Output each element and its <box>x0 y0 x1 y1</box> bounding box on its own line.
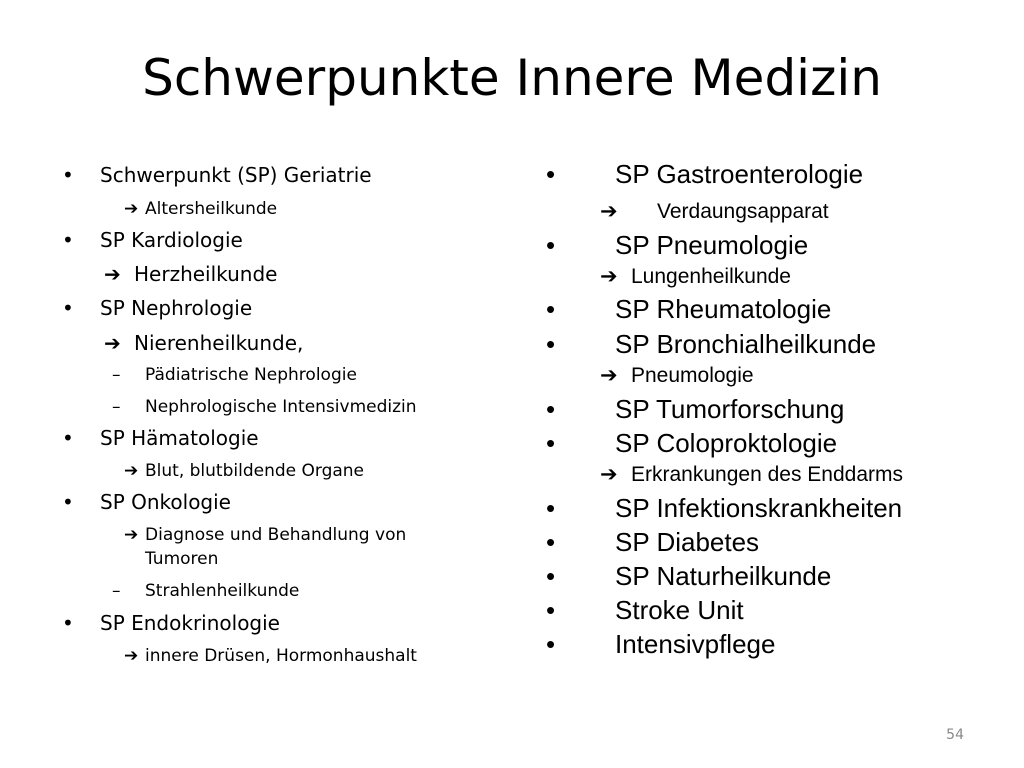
list-subitem: Blut, blutbildende Organe <box>145 461 365 481</box>
bullet-icon: • <box>62 228 74 252</box>
arrow-icon: ➔ <box>124 525 139 545</box>
arrow-icon: ➔ <box>104 331 121 355</box>
list-subitem: Herzheilkunde <box>134 262 278 286</box>
bullet-icon: • <box>546 527 556 557</box>
bullet-icon: • <box>546 230 556 260</box>
slide-title: Schwerpunkte Innere Medizin <box>142 49 882 107</box>
list-subitem: Diagnose und Behandlung von <box>145 525 407 545</box>
list-item: SP Kardiologie <box>100 228 243 252</box>
list-item: Stroke Unit <box>615 595 744 625</box>
list-item: SP Bronchialheilkunde <box>615 329 877 359</box>
list-item: SP Gastroenterologie <box>615 159 864 189</box>
arrow-icon: ➔ <box>124 646 139 666</box>
dash-icon: – <box>112 581 121 601</box>
list-item: Intensivpflege <box>615 629 776 659</box>
arrow-icon: ➔ <box>124 199 139 219</box>
arrow-icon: ➔ <box>600 265 618 288</box>
list-subitem: Nephrologische Intensivmedizin <box>145 397 417 417</box>
bullet-icon: • <box>62 163 74 187</box>
bullet-icon: • <box>546 428 556 458</box>
list-item: SP Infektionskrankheiten <box>615 493 903 523</box>
list-item: SP Tumorforschung <box>615 394 845 424</box>
dash-icon: – <box>112 397 121 417</box>
page-number: 54 <box>946 727 964 743</box>
list-item: SP Nephrologie <box>100 296 253 320</box>
arrow-icon: ➔ <box>600 200 618 223</box>
bullet-icon: • <box>546 595 556 625</box>
list-subitem: Pneumologie <box>631 364 754 387</box>
list-subitem: Erkrankungen des Enddarms <box>631 463 903 486</box>
bullet-icon: • <box>546 394 556 424</box>
list-subitem: innere Drüsen, Hormonhaushalt <box>145 646 417 666</box>
list-subitem: Pädiatrische Nephrologie <box>145 365 357 385</box>
arrow-icon: ➔ <box>600 364 618 387</box>
list-item: SP Coloproktologie <box>615 428 838 458</box>
bullet-icon: • <box>546 561 556 591</box>
list-item: SP Endokrinologie <box>100 611 280 635</box>
bullet-icon: • <box>546 159 556 189</box>
list-subitem: Nierenheilkunde, <box>134 331 304 355</box>
arrow-icon: ➔ <box>104 262 121 286</box>
bullet-icon: • <box>62 296 74 320</box>
bullet-icon: • <box>62 490 74 514</box>
list-subitem: Lungenheilkunde <box>631 265 791 288</box>
bullet-icon: • <box>546 629 556 659</box>
list-item: Schwerpunkt (SP) Geriatrie <box>100 163 372 187</box>
list-item: SP Pneumologie <box>615 230 809 260</box>
list-item: SP Hämatologie <box>100 426 259 450</box>
list-subitem: Tumoren <box>145 549 219 569</box>
bullet-icon: • <box>546 329 556 359</box>
bullet-icon: • <box>546 294 556 324</box>
bullet-icon: • <box>62 426 74 450</box>
list-subitem: Altersheilkunde <box>145 199 278 219</box>
list-item: SP Naturheilkunde <box>615 561 832 591</box>
list-item: SP Diabetes <box>615 527 760 557</box>
arrow-icon: ➔ <box>124 461 139 481</box>
arrow-icon: ➔ <box>600 463 618 486</box>
dash-icon: – <box>112 365 121 385</box>
list-subitem: Verdaungsapparat <box>657 200 829 223</box>
list-item: SP Onkologie <box>100 490 231 514</box>
list-subitem: Strahlenheilkunde <box>145 581 300 601</box>
bullet-icon: • <box>546 493 556 523</box>
left-bullet-1 <box>62 162 74 188</box>
list-item: SP Rheumatologie <box>615 294 832 324</box>
bullet-icon: • <box>62 611 74 635</box>
